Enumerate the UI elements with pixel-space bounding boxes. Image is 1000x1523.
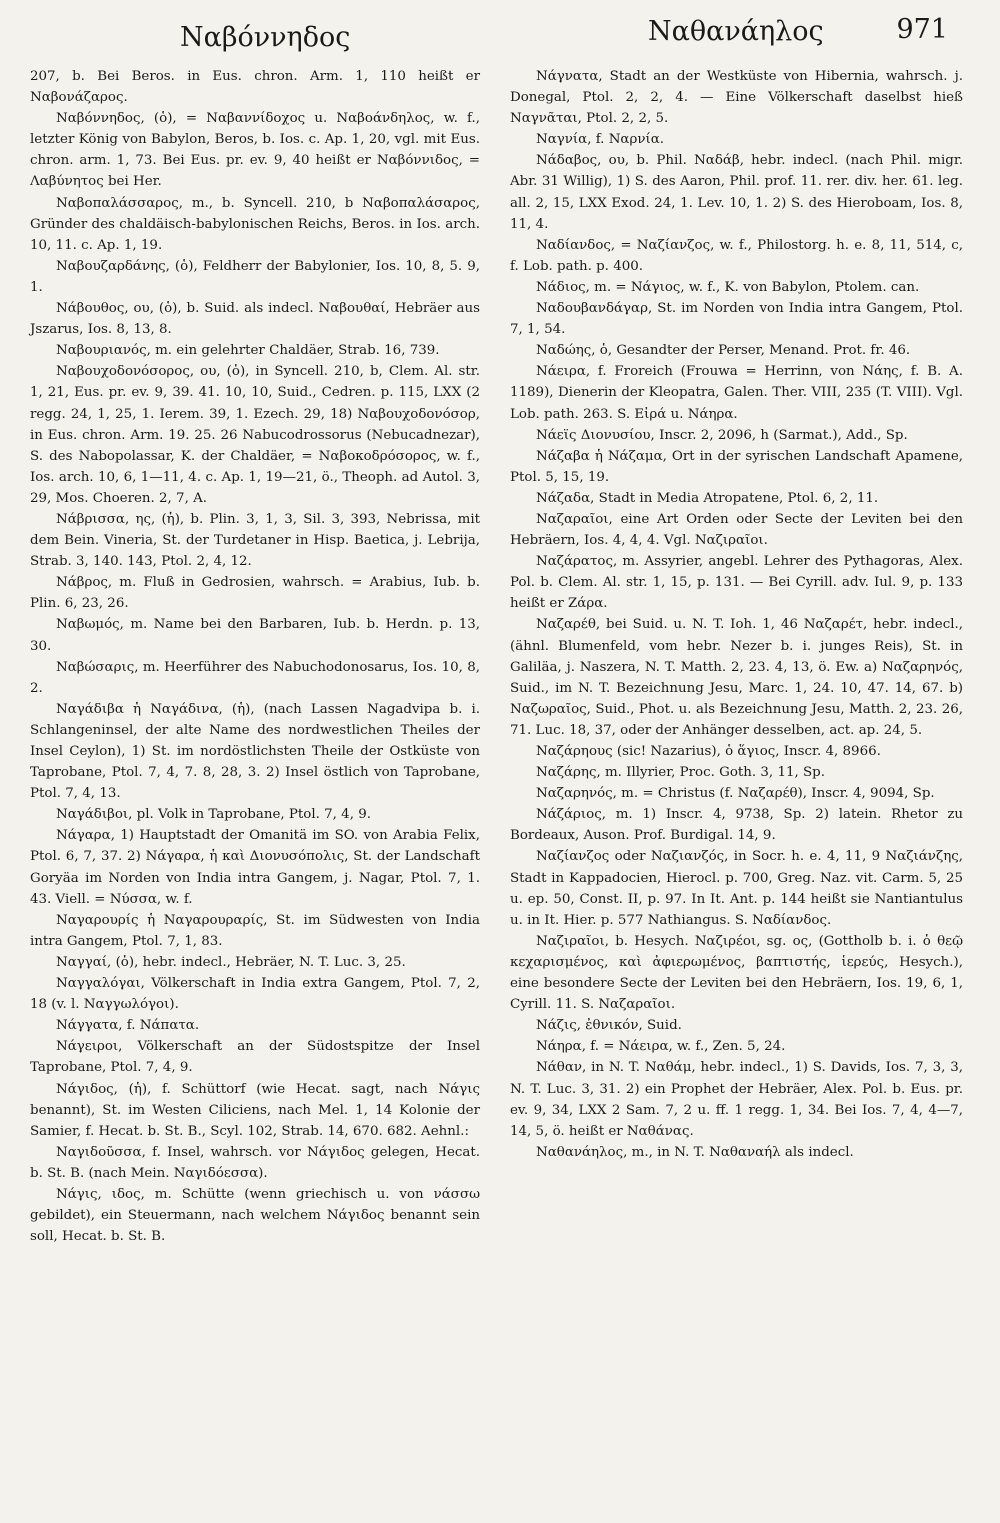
dictionary-entry: Ναζάρηους (sic! Nazarius), ὁ ἅγιος, Inscr. 4, 8966. xyxy=(536,744,881,759)
dictionary-entry: Ναγάδιβα ἡ Ναγάδινα, (ἡ), (nach Lassen Nagadvipa b. i. Schlangeninsel, der alte Name des nordwestlichen Theiles der Insel Ceylon), 1) St. im nordöstlichsten Theile der Ostküste von Taprobane, Ptol. 7, 4, 7. 8, 28, 3. 2) Insel östlich von Taprobane, Ptol. 7, 4, 13. xyxy=(30,701,480,802)
left-column xyxy=(30,66,480,1247)
dictionary-entry: Νάβρος, m. Fluß in Gedrosien, wahrsch. = Arabius, Iub. b. Plin. 6, 23, 26. xyxy=(30,575,480,612)
dictionary-entry: Νάγις, ιδος, m. Schütte (wenn griechisch u. von νάσσω gebildet), ein Steuermann, nach welchem Νάγιδος benannt sein soll, Hecat. b. St. B. xyxy=(30,1186,480,1245)
dictionary-entry: Νάζαβα ἡ Νάζαμα, Ort in der syrischen Landschaft Apamene, Ptol. 5, 15, 19. xyxy=(510,448,963,485)
left-running-headword: Ναβόννηδος xyxy=(180,22,351,53)
dictionary-entry: Νάζάριος, m. 1) Inscr. 4, 9738, Sp. 2) latein. Rhetor zu Bordeaux, Auson. Prof. Burdigal. 14, 9. xyxy=(510,807,963,844)
dictionary-entry: Ναγγαλόγαι, Völkerschaft in India extra Gangem, Ptol. 7, 2, 18 (v. l. Ναγγωλόγοι). xyxy=(30,976,480,1013)
dictionary-entry: Νάγαρα, 1) Hauptstadt der Omanitä im SO. von Arabia Felix, Ptol. 6, 7, 37. 2) Νάγαρα, ἡ καὶ Διονυσόπολις, St. der Landschaft Goryäa im Norden von India intra Gangem, j. Nagar, Ptol. 7, 1. 43. Viell. = Νύσσα, w. f. xyxy=(30,828,480,907)
dictionary-entry: Νάγιδος, (ἡ), f. Schüttorf (wie Hecat. sagt, nach Νάγις benannt), St. im Westen Ciliciens, nach Mel. 1, 14 Kolonie der Samier, f. Hecat. b. St. B., Scyl. 102, Strab. 14, 670. 682. Aehnl.: xyxy=(30,1081,480,1139)
dictionary-entry: Νάεϊς Διονυσίου, Inscr. 2, 2096, h (Sarmat.), Add., Sp. xyxy=(536,427,908,443)
dictionary-entry: Νάζις, ἐθνικόν, Suid. xyxy=(536,1018,682,1034)
dictionary-entry: Νάγειροι, Völkerschaft an der Südostspitze der Insel Taprobane, Ptol. 7, 4, 9. xyxy=(30,1039,480,1076)
dictionary-entry: Ναβωμός, m. Name bei den Barbaren, Iub. b. Herdn. p. 13, 30. xyxy=(30,617,480,654)
dictionary-entry: Ναδώης, ὁ, Gesandter der Perser, Menand. Prot. fr. 46. xyxy=(536,343,911,359)
dictionary-entry: Νάβουθος, ου, (ὁ), b. Suid. als indecl. Ναβουθαί, Hebräer aus Jszarus, Ios. 8, 13, 8. xyxy=(30,301,480,338)
dictionary-entry: Ναζίανζος oder Ναζιανζός, in Socr. h. e. 4, 11, 9 Ναζιάνζης, Stadt in Kappadocien, Hierocl. p. 700, Greg. Naz. vit. Carm. 5, 25 u. ep. 50, Const. II, p. 97. In It. Ant. p. 144 heißt sie Nantiantulus u. in It. Hier. p. 577 Nathiangus. S. Ναδίανδος. xyxy=(510,849,963,928)
dictionary-entry: Ναβόννηδος, (ὁ), = Ναβαννίδοχος u. Ναβοάνδηλος, w. f., letzter König von Babylon, Beros, b. Ios. c. Ap. 1, 20, vgl. mit Eus. chron. arm. 1, 73. Bei Eus. pr. ev. 9, 40 heißt er Ναβόννιδος, = Λαβύνητος bei Her. xyxy=(30,111,480,190)
dictionary-entry: Ναζαρέθ, bei Suid. u. N. T. Ioh. 1, 46 Ναζαρέτ, hebr. indecl., (ähnl. Blumenfeld, vom hebr. Nezer b. i. junges Reis), St. in Galiläa, j. Naszera, N. T. Matth. 2, 23. 4, 13, ö. Ew. a) Ναζαρηνός, Suid., im N. T. Bezeichnung Jesu, Marc. 1, 24. 10, 47. 14, 67. b) Ναζωραῖος, Suid., Phot. u. als Bezeichnung Jesu, Matth. 2, 23. 26, 71. Luc. 18, 37, oder der Anhänger desselben, act. ap. 24, 5. xyxy=(510,617,963,738)
dictionary-entry: Ναθανάηλος, m., in N. T. Ναθαναήλ als indecl. xyxy=(536,1144,854,1160)
dictionary-entry: Ναδίανδος, = Ναζίανζος, w. f., Philostorg. h. e. 8, 11, 514, c, f. Lob. path. p. 400. xyxy=(510,237,963,274)
dictionary-entry: Νάδαβος, ου, b. Phil. Ναδάβ, hebr. indecl. (nach Phil. migr. Abr. 31 Willig), 1) S. des Aaron, Phil. prof. 11. rer. div. her. 61. leg. all. 2, 15, LXX Exod. 24, 1. Lev. 10, 1. 2) S. des Hieroboam, Ios. 8, 11, 4. xyxy=(510,153,963,232)
running-header xyxy=(0,14,1000,58)
dictionary-entry: Ναζάρατος, m. Assyrier, angebl. Lehrer des Pythagoras, Alex. Pol. b. Clem. Al. str. 1, 15, p. 131. — Bei Cyrill. adv. Iul. 9, p. 133 heißt er Ζάρα. xyxy=(510,554,963,612)
dictionary-entry: Ναβουχοδονόσορος, ου, (ὁ), in Syncell. 210, b, Clem. Al. str. 1, 21, Eus. pr. ev. 9, 39. 41. 10, 10, Suid., Cedren. p. 115, LXX (2 regg. 24, 1, 25, 1. Ierem. 39, 1. Ezech. 29, 18) Ναβουχοδονόσορ, in Eus. chron. Arm. 19. 25. 26 Nabucodrossorus (Nebucadnezar), S. des Nabopolassar, K. der Chaldäer, = Ναβοκοδρόσορος, w. f., Ios. arch. 10, 6, 1—11, 4. c. Ap. 1, 19—21, ö., Theoph. ad Autol. 3, 29, Mos. Choeren. 2, 7, A. xyxy=(30,364,480,506)
dictionary-entry: Ναζαρηνός, m. = Christus (f. Ναζαρέθ), Inscr. 4, 9094, Sp. xyxy=(536,786,935,802)
dictionary-entry: Ναδουβανδάγαρ, St. im Norden von India intra Gangem, Ptol. 7, 1, 54. xyxy=(510,301,963,338)
dictionary-entry: Ναγιδοῦσσα, f. Insel, wahrsch. vor Νάγιδος gelegen, Hecat. b. St. B. (nach Mein. Ναγιδόεσσα). xyxy=(30,1144,480,1181)
dictionary-entry: 207, b. Bei Beros. in Eus. chron. Arm. 1, 110 heißt er Ναβονάζαρος. xyxy=(30,69,480,106)
dictionary-entry: Ναγνία, f. Ναρνία. xyxy=(536,132,665,148)
right-column xyxy=(510,66,963,1163)
dictionary-entry: Ναγαρουρίς ἡ Ναγαρουραρίς, St. im Südwesten von India intra Gangem, Ptol. 7, 1, 83. xyxy=(30,912,480,949)
dictionary-entry: Ναβώσαρις, m. Heerführer des Nabuchodonosarus, Ios. 10, 8, 2. xyxy=(30,659,480,696)
dictionary-entry: Νάδιος, m. = Νάγιος, w. f., K. von Babylon, Ptolem. can. xyxy=(536,279,920,295)
dictionary-entry: Νάβρισσα, ης, (ἡ), b. Plin. 3, 1, 3, Sil. 3, 393, Nebrissa, mit dem Bein. Vineria, St. der Turdetaner in Hisp. Baetica, j. Lebrija, Strab. 3, 140. 143, Ptol. 2, 4, 12. xyxy=(30,511,480,570)
dictionary-entry: Νάθαν, in N. T. Ναθάμ, hebr. indecl., 1) S. Davids, Ios. 7, 3, 3, N. T. Luc. 3, 31. 2) ein Prophet der Hebräer, Alex. Pol. b. Eus. pr. ev. 9, 34, LXX 2 Sam. 7, 2 u. ff. 1 regg. 1, 34. Bei Ios. 7, 4, 4—7, 14, 5, ö. heißt er Ναθάνας. xyxy=(510,1060,963,1139)
dictionary-entry: Ναγάδιβοι, pl. Volk in Taprobane, Ptol. 7, 4, 9. xyxy=(56,807,371,823)
dictionary-entry: Ναζιραῖοι, b. Hesych. Ναζιρέοι, sg. ος, (Gottholb b. i. ὁ θεῷ κεχαρισμένος, καὶ ἀφιερωμένος, βαπτιστής, ἱερεύς, Hesych.), eine besondere Secte der Leviten bei den Hebräern, Ios. 19, 6, 1, Cyrill. 11. S. Ναζαραῖοι. xyxy=(510,933,963,1013)
dictionary-entry: Νάζαδα, Stadt in Media Atropatene, Ptol. 6, 2, 11. xyxy=(536,490,879,506)
dictionary-entry: Ναβουριανός, m. ein gelehrter Chaldäer, Strab. 16, 739. xyxy=(56,343,440,359)
right-running-headword: Ναθανάηλος xyxy=(648,16,824,47)
dictionary-entry: Ναβοπαλάσσαρος, m., b. Syncell. 210, b Ναβοπαλάσαρος, Gründer des chaldäisch-babylonischen Reichs, Beros. in Ios. arch. 10, 11. c. Ap. 1, 19. xyxy=(30,195,480,253)
dictionary-entry: Νάειρα, f. Froreich (Frouwa = Herrinn, von Νάης, f. B. A. 1189), Dienerin der Kleopatra, Galen. Ther. VIII, 235 (T. VIII). Vgl. Lob. path. 263. S. Εἰρά u. Νάηρα. xyxy=(510,364,963,422)
dictionary-entry: Νάγνατα, Stadt an der Westküste von Hibernia, wahrsch. j. Donegal, Ptol. 2, 2, 4. — Eine Völkerschaft daselbst hieß Ναγνᾶται, Ptol. 2, 2, 5. xyxy=(510,69,963,127)
dictionary-entry: Ναζάρης, m. Illyrier, Proc. Goth. 3, 11, Sp. xyxy=(536,765,825,781)
dictionary-entry: Νάηρα, f. = Νάειρα, w. f., Zen. 5, 24. xyxy=(536,1039,786,1055)
dictionary-entry: Νάγγατα, f. Νάπατα. xyxy=(56,1018,200,1034)
dictionary-entry: Ναγγαί, (ὁ), hebr. indecl., Hebräer, N. T. Luc. 3, 25. xyxy=(56,954,406,970)
page-number: 971 xyxy=(896,14,948,45)
dictionary-entry: Ναζαραῖοι, eine Art Orden oder Secte der Leviten bei den Hebräern, Ios. 4, 4, 4. Vgl. Ναζιραῖοι. xyxy=(510,511,963,549)
dictionary-entry: Ναβουζαρδάνης, (ὁ), Feldherr der Babylonier, Ios. 10, 8, 5. 9, 1. xyxy=(30,258,480,295)
